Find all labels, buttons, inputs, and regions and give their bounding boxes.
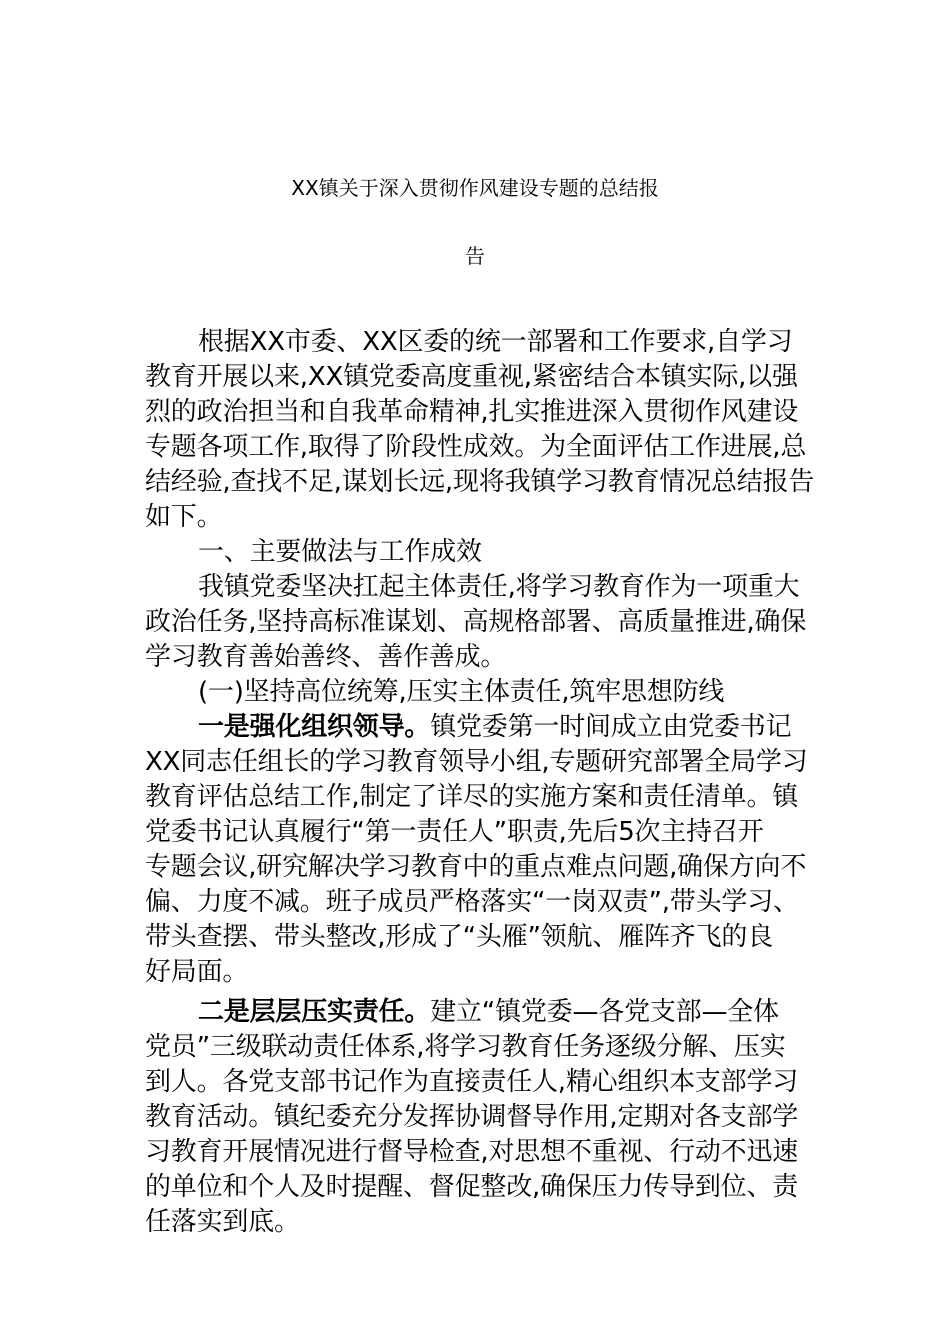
document-body bbox=[145, 325, 825, 1240]
text-line: 的单位和个人及时提醒、督促整改,确保压力传导到位、责 bbox=[145, 1172, 799, 1202]
point-one-paragraph bbox=[145, 710, 825, 990]
text-line: 烈的政治担当和自我革命精神,扎实推进深入贯彻作风建设 bbox=[145, 397, 799, 427]
text-line bbox=[145, 995, 825, 1030]
point-two-paragraph bbox=[145, 995, 825, 1240]
text-line: 根据XX市委、XX区委的统一部署和工作要求,自学习 bbox=[198, 327, 793, 357]
section-intro-paragraph bbox=[145, 570, 825, 675]
text-line: XX同志任组长的学习教育领导小组,专题研究部署全局学习 bbox=[145, 747, 808, 777]
text-line-rest: 镇党委第一时间成立由党委书记 bbox=[430, 712, 792, 742]
text-line: 偏、力度不减。班子成员严格落实“一岗双责”,带头学习、 bbox=[145, 887, 799, 917]
text-line: 带头查摆、带头整改,形成了“头雁”领航、雁阵齐飞的良 bbox=[145, 922, 774, 952]
intro-paragraph bbox=[145, 325, 825, 535]
text-line: 学习教育善始善终、善作善成。 bbox=[145, 642, 507, 672]
text-line: 政治任务,坚持高标准谋划、高规格部署、高质量推进,确保 bbox=[145, 607, 807, 637]
text-line: 如下。 bbox=[145, 502, 223, 532]
text-line: 结经验,查找不足,谋划长远,现将我镇学习教育情况总结报告 bbox=[145, 467, 815, 497]
bold-lead: 一是强化组织领导。 bbox=[198, 712, 431, 742]
text-line: 好局面。 bbox=[145, 957, 249, 987]
bold-lead: 二是层层压实责任。 bbox=[198, 997, 431, 1027]
text-line: 专题会议,研究解决学习教育中的重点难点问题,确保方向不 bbox=[145, 852, 807, 882]
section-heading: 一、主要做法与工作成效 bbox=[198, 537, 482, 567]
text-line: 党员”三级联动责任体系,将学习教育任务逐级分解、压实 bbox=[145, 1032, 786, 1062]
subsection-heading: (一)坚持高位统筹,压实主体责任,筑牢思想防线 bbox=[198, 677, 725, 707]
text-line: 专题各项工作,取得了阶段性成效。为全面评估工作进展,总 bbox=[145, 432, 807, 462]
document-title-line-2: 告 bbox=[465, 244, 485, 268]
text-line: 任落实到底。 bbox=[145, 1207, 300, 1237]
text-line: 教育评估总结工作,制定了详尽的实施方案和责任清单。镇 bbox=[145, 782, 799, 812]
text-line-rest: 建立“镇党委—各党支部—全体 bbox=[430, 997, 779, 1027]
text-line: 教育活动。镇纪委充分发挥协调督导作用,定期对各支部学 bbox=[145, 1102, 799, 1132]
text-line: 我镇党委坚决扛起主体责任,将学习教育作为一项重大 bbox=[198, 572, 800, 602]
text-line: 党委书记认真履行“第一责任人”职责,先后5次主持召开 bbox=[145, 817, 764, 847]
text-line: 教育开展以来,XX镇党委高度重视,紧密结合本镇实际,以强 bbox=[145, 362, 798, 392]
text-line: 习教育开展情况进行督导检查,对思想不重视、行动不迅速 bbox=[145, 1137, 799, 1167]
text-line bbox=[145, 710, 825, 745]
text-line: 到人。各党支部书记作为直接责任人,精心组织本支部学习 bbox=[145, 1067, 799, 1097]
document-title-line-1: XX镇关于深入贯彻作风建设专题的总结报 bbox=[291, 176, 659, 200]
